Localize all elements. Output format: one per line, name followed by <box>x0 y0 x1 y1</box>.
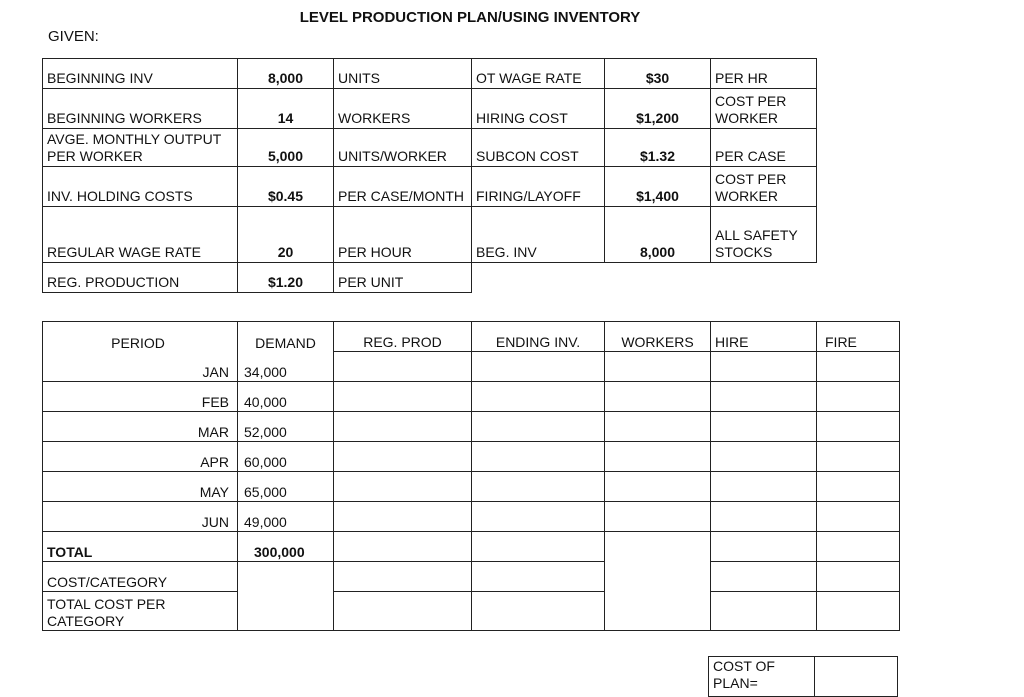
demand-cell: 34,000 <box>238 352 334 382</box>
total-cost-ending-inv-cell[interactable] <box>472 592 605 631</box>
given-value2-cell: $1,400 <box>605 167 711 207</box>
given-value-cell: 14 <box>238 89 334 129</box>
given-unit-cell: WORKERS <box>334 89 472 129</box>
demand-cell: 49,000 <box>238 502 334 532</box>
hire-cell[interactable] <box>711 472 817 502</box>
given-unit-cell: PER UNIT <box>334 263 472 293</box>
cost-fire-cell[interactable] <box>817 562 900 592</box>
fire-cell[interactable] <box>817 502 900 532</box>
total-reg-prod-cell[interactable] <box>334 532 472 562</box>
fire-cell[interactable] <box>817 472 900 502</box>
total-cost-hire-cell[interactable] <box>711 592 817 631</box>
given-row <box>43 263 817 293</box>
table-row <box>43 352 900 382</box>
given-value2-cell: $1.32 <box>605 129 711 167</box>
given-label2-cell: BEG. INV <box>472 207 605 263</box>
given-unit2-cell: ALL SAFETY STOCKS <box>711 207 817 263</box>
given-table <box>42 58 817 293</box>
month-cell: MAR <box>43 412 238 442</box>
reg-prod-cell[interactable] <box>334 502 472 532</box>
given-unit-cell: PER CASE/MONTH <box>334 167 472 207</box>
hire-cell[interactable] <box>711 352 817 382</box>
given-label-cell: BEGINNING WORKERS <box>43 89 238 129</box>
given-row <box>43 129 817 167</box>
fire-cell[interactable] <box>817 412 900 442</box>
given-label-cell: AVGE. MONTHLY OUTPUT PER WORKER <box>43 129 238 167</box>
given-label2-cell: OT WAGE RATE <box>472 59 605 89</box>
header-fire: FIRE <box>817 322 900 352</box>
demand-cell: 40,000 <box>238 382 334 412</box>
given-value2-cell: $30 <box>605 59 711 89</box>
total-ending-inv-cell[interactable] <box>472 532 605 562</box>
hire-cell[interactable] <box>711 502 817 532</box>
demand-cell: 60,000 <box>238 442 334 472</box>
total-cost-demand-cell[interactable] <box>238 592 334 631</box>
given-unit-cell: UNITS <box>334 59 472 89</box>
demand-cell: 65,000 <box>238 472 334 502</box>
hire-cell[interactable] <box>711 382 817 412</box>
cost-demand-cell[interactable] <box>238 562 334 592</box>
workers-cell[interactable] <box>605 352 711 382</box>
header-period: PERIOD <box>43 322 238 352</box>
reg-prod-cell[interactable] <box>334 442 472 472</box>
cost-category-label: COST/CATEGORY <box>43 562 238 592</box>
given-label2-cell: SUBCON COST <box>472 129 605 167</box>
reg-prod-cell[interactable] <box>334 352 472 382</box>
reg-prod-cell[interactable] <box>334 382 472 412</box>
ending-inv-cell[interactable] <box>472 442 605 472</box>
given-unit-cell: UNITS/WORKER <box>334 129 472 167</box>
given-value-cell: $0.45 <box>238 167 334 207</box>
given-unit-cell: PER HOUR <box>334 207 472 263</box>
ending-inv-cell[interactable] <box>472 502 605 532</box>
header-workers: WORKERS <box>605 322 711 352</box>
month-cell: JAN <box>43 352 238 382</box>
hire-cell[interactable] <box>711 412 817 442</box>
given-row <box>43 207 817 263</box>
cost-hire-cell[interactable] <box>711 562 817 592</box>
given-value-cell: $1.20 <box>238 263 334 293</box>
reg-prod-cell[interactable] <box>334 472 472 502</box>
table-row <box>43 382 900 412</box>
cost-ending-inv-cell[interactable] <box>472 562 605 592</box>
empty-cell <box>472 263 817 293</box>
table-row <box>43 472 900 502</box>
workers-cell[interactable] <box>605 442 711 472</box>
cost-workers-cell[interactable] <box>605 562 711 592</box>
plan-table <box>42 321 900 631</box>
cost-of-plan-value[interactable] <box>815 657 898 697</box>
given-unit2-cell: COST PER WORKER <box>711 167 817 207</box>
given-label: GIVEN: <box>48 28 99 45</box>
total-cost-label: TOTAL COST PER CATEGORY <box>43 592 238 631</box>
total-fire-cell[interactable] <box>817 532 900 562</box>
total-cost-reg-prod-cell[interactable] <box>334 592 472 631</box>
cost-of-plan-label: COST OF PLAN= <box>709 657 815 697</box>
month-cell: MAY <box>43 472 238 502</box>
cost-of-plan-table <box>708 656 898 697</box>
month-cell: FEB <box>43 382 238 412</box>
table-row <box>43 442 900 472</box>
given-value2-cell: 8,000 <box>605 207 711 263</box>
month-cell: APR <box>43 442 238 472</box>
header-ending-inv: ENDING INV. <box>472 322 605 352</box>
given-label-cell: INV. HOLDING COSTS <box>43 167 238 207</box>
given-value-cell: 5,000 <box>238 129 334 167</box>
header-hire: HIRE <box>711 322 817 352</box>
workers-cell[interactable] <box>605 412 711 442</box>
ending-inv-cell[interactable] <box>472 472 605 502</box>
given-label-cell: REGULAR WAGE RATE <box>43 207 238 263</box>
demand-cell: 52,000 <box>238 412 334 442</box>
given-value-cell: 8,000 <box>238 59 334 89</box>
reg-prod-cell[interactable] <box>334 412 472 442</box>
given-unit2-cell: PER CASE <box>711 129 817 167</box>
hire-cell[interactable] <box>711 442 817 472</box>
header-demand: DEMAND <box>238 322 334 352</box>
header-reg-prod: REG. PROD <box>334 322 472 352</box>
fire-cell[interactable] <box>817 382 900 412</box>
workers-cell[interactable] <box>605 502 711 532</box>
plan-header-row <box>43 322 900 352</box>
total-cost-row <box>43 592 900 631</box>
ending-inv-cell[interactable] <box>472 382 605 412</box>
cost-reg-prod-cell[interactable] <box>334 562 472 592</box>
fire-cell[interactable] <box>817 442 900 472</box>
given-row <box>43 167 817 207</box>
total-cost-fire-cell[interactable] <box>817 592 900 631</box>
given-value2-cell: $1,200 <box>605 89 711 129</box>
table-row <box>43 412 900 442</box>
month-cell: JUN <box>43 502 238 532</box>
total-demand: 300,000 <box>238 532 334 562</box>
page-title: LEVEL PRODUCTION PLAN/USING INVENTORY <box>299 9 641 26</box>
ending-inv-cell[interactable] <box>472 352 605 382</box>
given-label2-cell: FIRING/LAYOFF <box>472 167 605 207</box>
table-row <box>43 502 900 532</box>
given-unit2-cell: PER HR <box>711 59 817 89</box>
given-label2-cell: HIRING COST <box>472 89 605 129</box>
given-label-cell: BEGINNING INV <box>43 59 238 89</box>
given-row <box>43 89 817 129</box>
cost-category-row <box>43 562 900 592</box>
total-row <box>43 532 900 562</box>
ending-inv-cell[interactable] <box>472 412 605 442</box>
total-label: TOTAL <box>43 532 238 562</box>
given-value-cell: 20 <box>238 207 334 263</box>
workers-cell[interactable] <box>605 472 711 502</box>
given-label-cell: REG. PRODUCTION <box>43 263 238 293</box>
workers-cell[interactable] <box>605 382 711 412</box>
given-unit2-cell: COST PER WORKER <box>711 89 817 129</box>
total-hire-cell[interactable] <box>711 532 817 562</box>
total-cost-workers-cell[interactable] <box>605 592 711 631</box>
total-workers-cell[interactable] <box>605 532 711 562</box>
fire-cell[interactable] <box>817 352 900 382</box>
given-row <box>43 59 817 89</box>
